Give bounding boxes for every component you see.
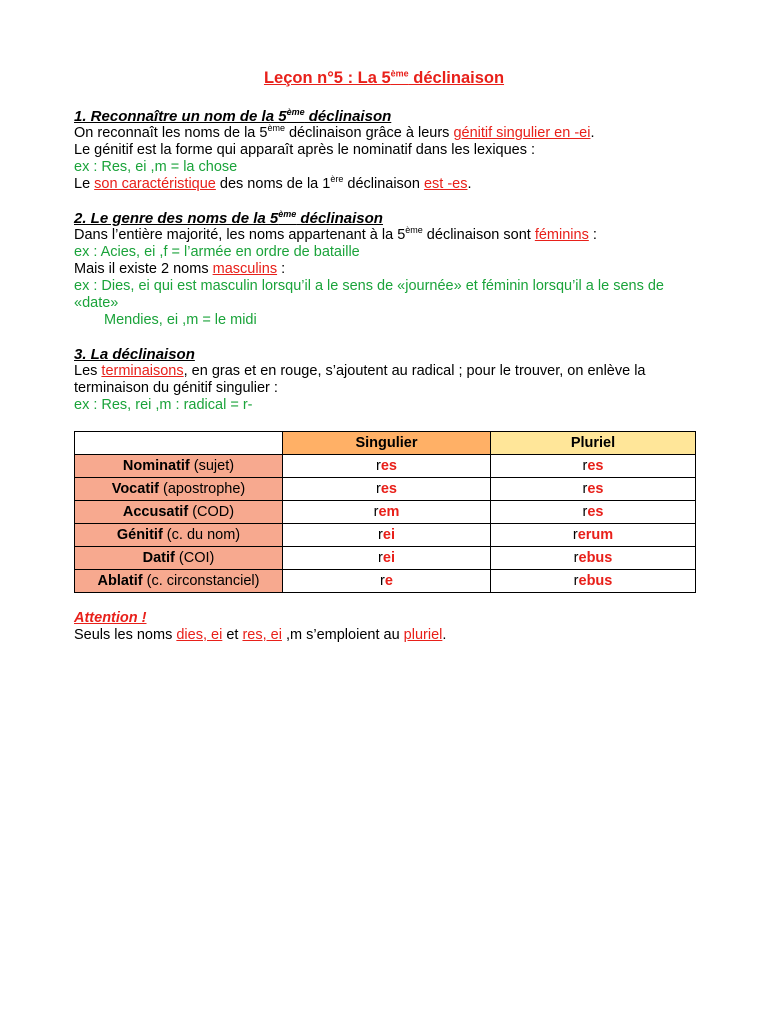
heading-sup: ème [286,107,305,117]
ending: es [587,504,604,520]
highlight: dies, ei [176,627,223,643]
stem: r [582,481,588,497]
stem: r [573,573,579,589]
highlight: res, ei [242,627,282,643]
text: Seuls les noms [74,627,177,643]
heading-text-end: déclinaison [296,210,383,227]
singular-cell [283,478,491,501]
table-row [75,478,696,501]
s2-example-2: ex : Dies, ei qui est masculin lorsqu’il a le sens de «journée» et féminin lorsqu’il a le sens de «date» [74,278,664,311]
header-singulier: Singulier [283,432,491,455]
section-2-heading [74,210,694,227]
singular-cell [283,524,491,547]
heading-text: 2. Le genre des noms de la 5 [74,210,279,227]
stem: r [582,504,588,520]
singular-cell [283,501,491,524]
section-2 [74,210,694,329]
case-desc: (apostrophe) [159,481,246,497]
highlight: est -es [423,176,468,192]
case-desc: (c. circonstanciel) [142,573,260,589]
declension-table [74,431,696,593]
case-name: Vocatif [111,481,160,497]
case-name: Génitif [116,527,163,543]
text: Dans l’entière majorité, les noms appartenant à la 5 [74,227,406,243]
case-desc: (sujet) [189,458,235,474]
text: Mais il existe 2 noms [74,261,213,277]
text: : [588,227,597,243]
page-title [74,66,694,90]
table-row [75,570,696,593]
table-row [75,524,696,547]
text: Le [74,176,95,192]
highlight: pluriel [403,627,443,643]
stem: r [376,481,381,497]
stem: r [378,527,383,543]
text: . [467,176,472,192]
table-header-row [75,432,696,455]
stem: r [572,527,578,543]
sup: ème [405,225,423,236]
case-label [75,501,283,524]
case-desc: (COI) [174,550,215,566]
singular-cell [283,570,491,593]
plural-cell [491,524,696,547]
ending: es [380,481,397,497]
ending: erum [577,527,614,543]
plural-cell [491,478,696,501]
title-text: Leçon n°5 : La 5 [263,69,391,87]
highlight: masculins [212,261,278,277]
highlight: génitif singulier en -ei [453,125,591,141]
heading-text: 1. Reconnaître un nom de la 5 [74,108,287,125]
sup: ème [267,123,285,134]
heading-sup: ème [278,209,297,219]
section-3 [74,346,694,414]
s2-line-1 [74,227,694,244]
stem: r [573,550,579,566]
text: déclinaison grâce à leurs [284,125,454,141]
singular-cell [283,455,491,478]
attention-heading: Attention ! [74,610,147,626]
text: : [277,261,286,277]
case-desc: (COD) [188,504,235,520]
text: ,m s’emploient au [281,627,404,643]
stem: r [582,458,588,474]
case-name: Accusatif [122,504,189,520]
stem: r [380,573,385,589]
case-label [75,455,283,478]
ending: ebus [578,550,613,566]
text: Les [74,363,102,379]
ending: ei [382,550,395,566]
heading-text-end: déclinaison [304,108,392,125]
ending: e [384,573,393,589]
plural-cell [491,455,696,478]
text: déclinaison sont [422,227,535,243]
text: et [222,627,243,643]
ending: es [587,481,604,497]
case-label [75,547,283,570]
stem: r [378,550,383,566]
text: . [590,125,595,141]
s1-example: ex : Res, ei ,m = la chose [74,159,238,175]
ending: em [378,504,400,520]
plural-cell [491,570,696,593]
case-name: Datif [142,550,175,566]
plural-cell [491,547,696,570]
s3-example: ex : Res, rei ,m : radical = r- [74,397,253,413]
s3-line-1 [74,363,694,397]
ending: es [587,458,604,474]
table-row [75,455,696,478]
text: des noms de la 1 [215,176,331,192]
s1-line-4 [74,176,694,193]
sup: ère [330,174,344,185]
attention-line [74,627,694,644]
s2-example-3: Mendies, ei ,m = le midi [104,312,257,328]
plural-cell [491,501,696,524]
highlight: son caractéristique [94,176,216,192]
highlight: terminaisons [101,363,184,379]
case-name: Ablatif [97,573,143,589]
s2-example-1: ex : Acies, ei ,f = l’armée en ordre de bataille [74,244,360,260]
header-empty [75,432,283,455]
text: . [442,627,447,643]
section-3-heading: 3. La déclinaison [74,346,195,363]
section-1 [74,108,694,193]
singular-cell [283,547,491,570]
table-row [75,547,696,570]
case-label [75,570,283,593]
title-text-end: déclinaison [408,69,505,87]
case-desc: (c. du nom) [162,527,241,543]
ending: es [380,458,397,474]
text: , en gras et en rouge, s’ajoutent au radical ; pour le trouver, on enlève la terminaison du génitif singulier : [74,363,646,396]
ending: ei [382,527,395,543]
header-pluriel: Pluriel [491,432,696,455]
text: déclinaison [343,176,424,192]
s2-line-3 [74,261,694,278]
stem: r [376,458,381,474]
text: On reconnaît les noms de la 5 [74,125,268,141]
s1-line-1 [74,125,694,142]
stem: r [373,504,379,520]
ending: ebus [578,573,613,589]
case-label [75,478,283,501]
s1-line-2: Le génitif est la forme qui apparaît après le nominatif dans les lexiques : [74,142,536,158]
case-label [75,524,283,547]
section-1-heading [74,108,694,125]
highlight: féminins [534,227,589,243]
table-row [75,501,696,524]
document-page [74,66,694,644]
case-name: Nominatif [122,458,190,474]
title-sup: ème [390,68,409,79]
